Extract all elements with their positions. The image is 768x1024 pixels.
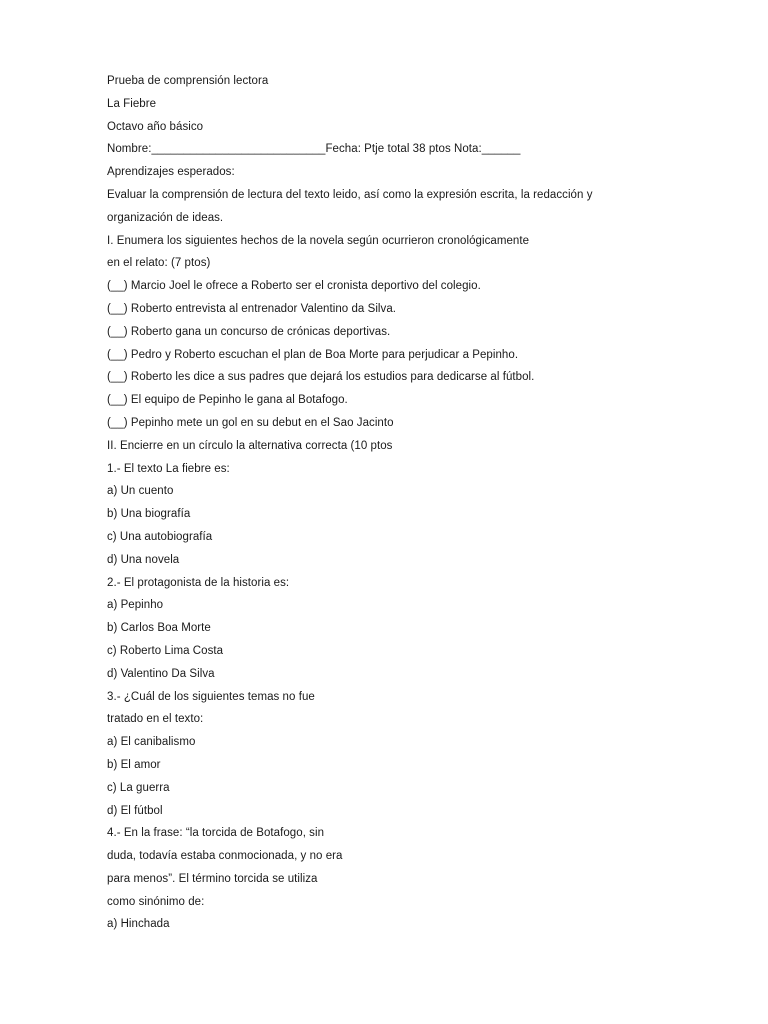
question-4-line-2: duda, todavía estaba conmocionada, y no era [107,850,343,863]
section-1-heading-line-2: en el relato: (7 ptos) [107,257,211,270]
question-3-line-1: 3.- ¿Cuál de los siguientes temas no fue [107,690,315,703]
chronology-item: (__) Roberto gana un concurso de crónicas deportivas. [107,325,391,338]
answer-option: d) Valentino Da Silva [107,667,215,680]
answer-option: b) Una biografía [107,508,191,521]
question-4-line-1: 4.- En la frase: “la torcida de Botafogo, sin [107,827,325,840]
chronology-item: (__) Marcio Joel le ofrece a Roberto ser el cronista deportivo del colegio. [107,280,481,293]
document-body [107,70,737,936]
grade-level: Octavo año básico [107,120,204,133]
chronology-item: (__) Roberto entrevista al entrenador Valentino da Silva. [107,302,397,315]
objectives-text-line-2: organización de ideas. [107,211,224,224]
objectives-text-line-1: Evaluar la comprensión de lectura del texto leido, así como la expresión escrita, la redacción y [107,188,593,201]
objectives-heading: Aprendizajes esperados: [107,166,235,179]
answer-option: a) Hinchada [107,918,170,931]
answer-option: c) Roberto Lima Costa [107,644,224,657]
chronology-item: (__) Pedro y Roberto escuchan el plan de Boa Morte para perjudicar a Pepinho. [107,348,519,361]
test-title: Prueba de comprensión lectora [107,75,269,87]
chronology-item: (__) Roberto les dice a sus padres que dejará los estudios para dedicarse al fútbol. [107,371,535,384]
answer-option: c) La guerra [107,781,170,794]
answer-option: d) El fútbol [107,804,163,817]
section-2-heading: II. Encierre en un círculo la alternativa correcta (10 ptos [107,439,393,452]
question-1: 1.- El texto La fiebre es: [107,462,230,475]
answer-option: b) El amor [107,758,161,771]
answer-option: d) Una novela [107,553,180,566]
answer-option: a) Un cuento [107,485,174,498]
question-3-line-2: tratado en el texto: [107,713,204,726]
question-4-line-4: como sinónimo de: [107,895,205,908]
question-4-line-3: para menos”. El término torcida se utiliza [107,872,318,885]
answer-option: a) Pepinho [107,599,164,612]
chronology-item: (__) Pepinho mete un gol en su debut en el Sao Jacinto [107,416,394,429]
name-date-score-line: Nombre:___________________________Fecha: Ptje total 38 ptos Nota:______ [107,143,521,156]
answer-option: b) Carlos Boa Morte [107,622,211,635]
answer-option: c) Una autobiografía [107,530,213,543]
section-1-heading-line-1: I. Enumera los siguientes hechos de la novela según ocurrieron cronológicamente [107,234,530,247]
book-title: La Fiebre [107,97,157,110]
chronology-item: (__) El equipo de Pepinho le gana al Botafogo. [107,394,348,407]
question-2: 2.- El protagonista de la historia es: [107,576,290,589]
answer-option: a) El canibalismo [107,736,196,749]
